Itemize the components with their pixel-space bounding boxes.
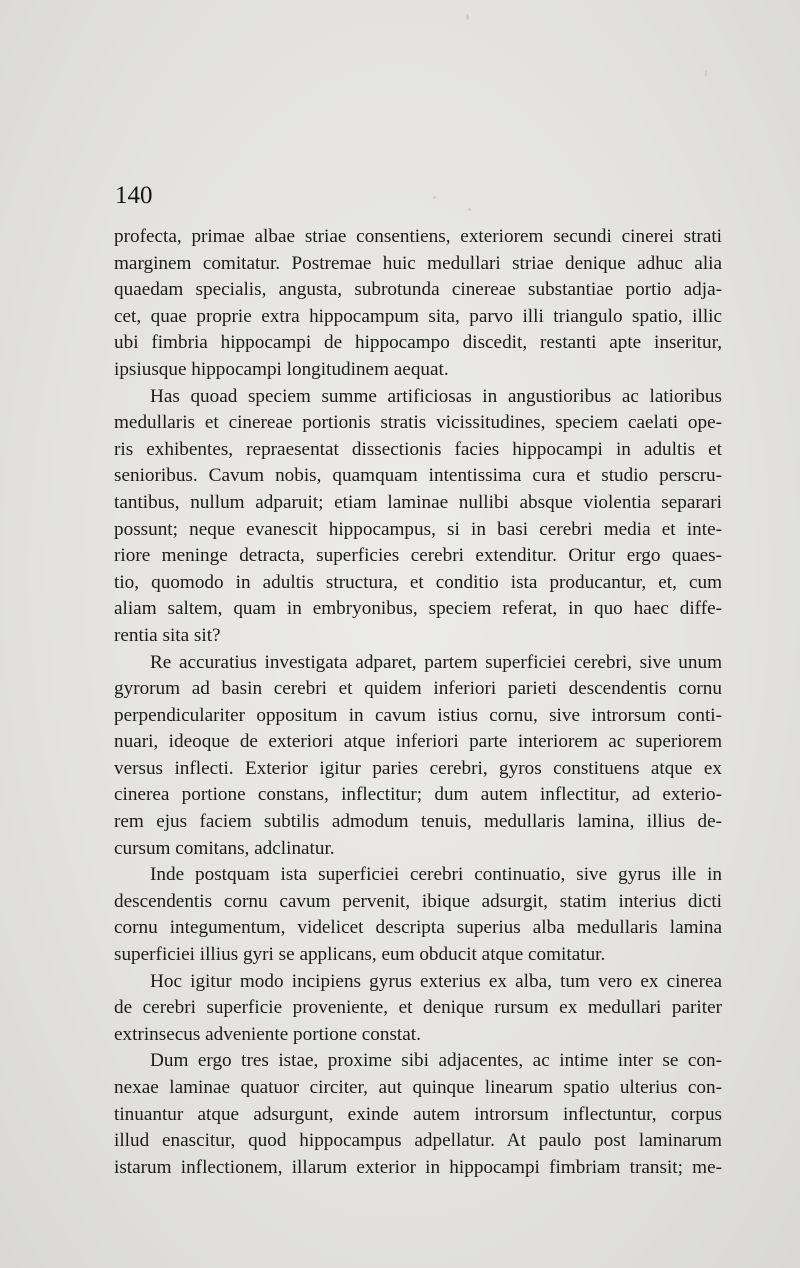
text-line: nexae laminae quatuor circiter, aut quinque linearum spatio ulterius con- <box>114 1077 722 1098</box>
text-line: Hoc igitur modo incipiens gyrus exterius ex alba, tum vero ex cinerea <box>150 970 722 992</box>
paper-speck <box>705 70 707 77</box>
text-line: cinerea portione constans, inflectitur; dum autem inflectitur, ad exterio- <box>114 784 722 806</box>
text-line: tantibus, nullum adparuit; etiam laminae nullibi absque violentia separari <box>114 491 722 513</box>
text-line: descendentis cornu cavum pervenit, ibique adsurgit, statim interius dicti <box>114 890 722 912</box>
text-line: cursum comitans, adclinatur. <box>114 837 335 859</box>
text-line: nuari, ideoque de exteriori atque inferiori parte interiorem ac superiorem <box>114 731 722 753</box>
text-line: medullaris et cinereae portionis stratis vicissitudines, speciem caelati ope- <box>114 412 722 434</box>
page-number: 140 <box>115 182 153 209</box>
text-line: cet, quae proprie extra hippocampum sita, parvo illi triangulo spatio, illic <box>114 305 722 327</box>
text-line: quaedam specialis, angusta, subrotunda cinereae substantiae portio adja- <box>114 279 722 301</box>
text-line: illud enascitur, quod hippocampus adpellatur. At paulo post laminarum <box>114 1130 722 1152</box>
text-line: possunt; neque evanescit hippocampus, si in basi cerebri media et inte- <box>114 518 722 540</box>
text-line: Has quoad speciem summe artificiosas in angustioribus ac latioribus <box>150 385 722 407</box>
paragraph <box>114 969 722 1049</box>
text-line: istarum inflectionem, illarum exterior in hippocampi fimbriam transit; me- <box>114 1156 722 1178</box>
body-text <box>114 224 722 1181</box>
text-line: versus inflecti. Exterior igitur paries cerebri, gyros constituens atque ex <box>114 757 722 779</box>
text-line: superficiei illius gyri se applicans, eum obducit atque comitatur. <box>114 944 606 966</box>
text-line: ris exhibentes, repraesentat dissectionis facies hippocampi in adultis et <box>114 438 722 460</box>
text-line: ipsiusque hippocampi longitudinem aequat. <box>114 358 449 380</box>
paragraph <box>114 384 722 650</box>
text-line: extrinsecus adveniente portione constat. <box>114 1023 421 1045</box>
text-line: marginem comitatur. Postremae huic medullari striae denique adhuc alia <box>114 252 722 274</box>
text-line: cornu integumentum, videlicet descripta superius alba medullaris lamina <box>114 917 722 939</box>
text-line: rem ejus faciem subtilis admodum tenuis, medullaris lamina, illius de- <box>114 811 722 833</box>
paragraph <box>114 224 722 384</box>
text-line: perpendiculariter oppositum in cavum istius cornu, sive introrsum conti- <box>114 704 722 726</box>
text-line: Dum ergo tres istae, proxime sibi adjacentes, ac intime inter se con- <box>150 1050 722 1072</box>
paper-speck <box>468 208 471 211</box>
paragraph <box>114 1048 722 1181</box>
text-line: Re accuratius investigata adparet, partem superficiei cerebri, sive unum <box>150 651 722 673</box>
paragraph <box>114 862 722 968</box>
text-line: de cerebri superficie proveniente, et denique rursum ex medullari pariter <box>114 997 722 1019</box>
text-line: tinuantur atque adsurgunt, exinde autem introrsum inflectuntur, corpus <box>114 1103 722 1125</box>
paragraph <box>114 650 722 863</box>
text-line: Inde postquam ista superficiei cerebri continuatio, sive gyrus ille in <box>150 864 722 886</box>
text-line: gyrorum ad basin cerebri et quidem inferiori parieti descendentis cornu <box>114 678 722 700</box>
text-line: profecta, primae albae striae consentiens, exteriorem secundi cinerei strati <box>114 226 722 247</box>
paper-speck <box>466 14 469 20</box>
text-line: riore meninge detracta, superficies cerebri extenditur. Oritur ergo quaes- <box>114 545 722 567</box>
text-line: ubi fimbria hippocampi de hippocampo discedit, restanti apte inseritur, <box>114 332 722 354</box>
paper-speck <box>433 196 436 199</box>
text-line: aliam saltem, quam in embryonibus, speciem referat, in quo haec diffe- <box>114 598 722 620</box>
text-line: tio, quomodo in adultis structura, et conditio ista producantur, et, cum <box>114 571 722 593</box>
text-line: senioribus. Cavum nobis, quamquam intentissima cura et studio perscru- <box>114 465 722 487</box>
text-line: rentia sita sit? <box>114 624 221 646</box>
